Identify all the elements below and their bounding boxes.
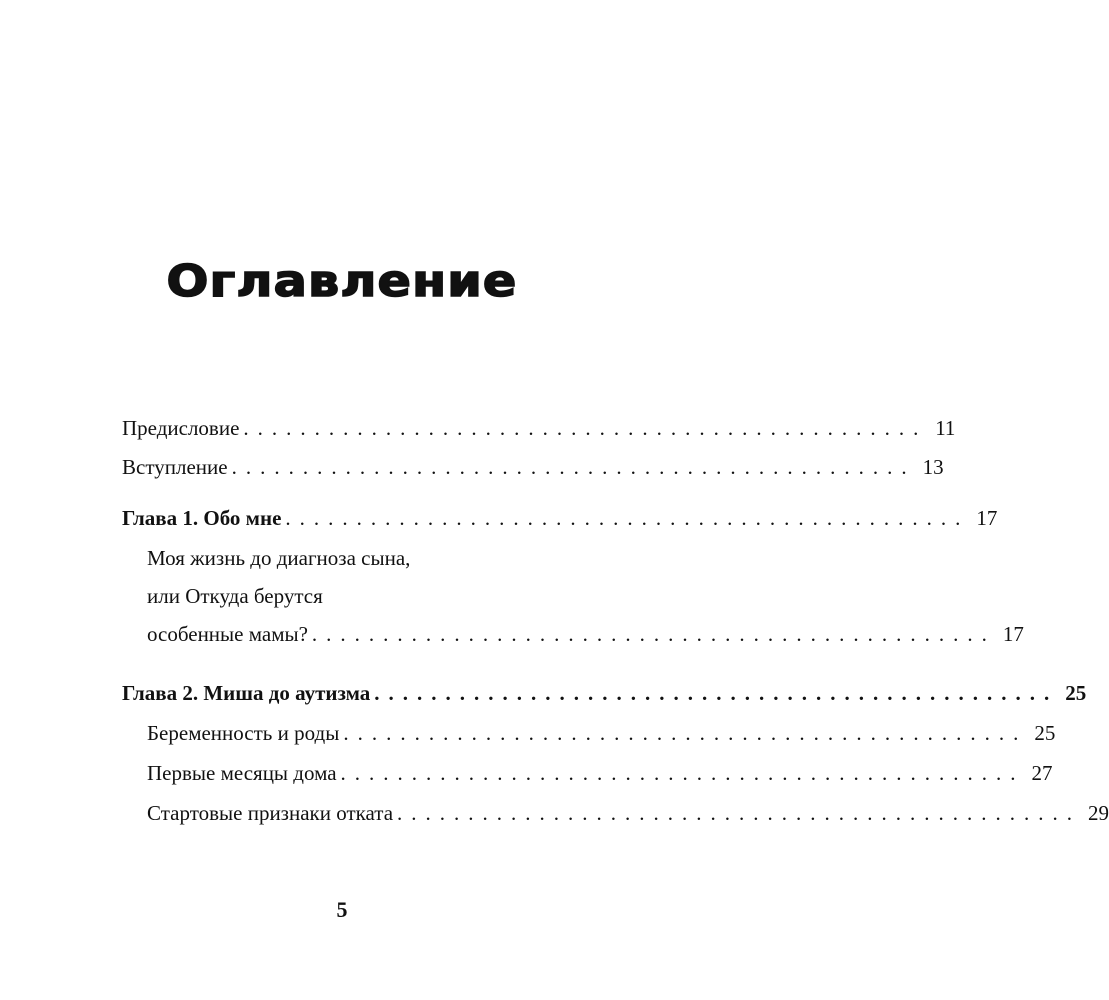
toc-page-number: 11: [935, 416, 956, 440]
dot-leader: ................................................: [243, 416, 928, 440]
toc-entry-preface: [0, 412, 956, 444]
dot-leader: ................................................: [231, 455, 916, 479]
dot-leader: ................................................: [340, 761, 1025, 785]
toc-entry-label: Предисловие: [122, 412, 243, 444]
toc-subentry-regression-signs: [0, 797, 1109, 829]
dot-leader: ................................................: [311, 622, 996, 646]
dot-leader: ................................................: [397, 801, 1082, 825]
dot-leader: ................................................: [343, 721, 1028, 745]
toc-page-number: 27: [1031, 761, 1053, 785]
toc-page-number: 25: [1034, 721, 1056, 745]
toc-entry-chapter-2: [0, 677, 1087, 709]
dot-leader: ................................................: [285, 506, 970, 530]
toc-entry-label: Стартовые признаки отката: [147, 797, 397, 829]
toc-page-number: 25: [1065, 681, 1087, 705]
dot-leader: ................................................: [374, 681, 1059, 705]
page-number: 5: [336, 897, 348, 922]
toc-entry-label: Вступление: [122, 451, 232, 483]
toc-entry-label: Первые месяцы дома: [147, 757, 341, 789]
toc-entry-label: Беременность и роды: [147, 717, 343, 749]
toc-page-number: 13: [922, 455, 944, 479]
toc-page-number: 29: [1088, 801, 1109, 825]
toc-subentry-first-months: [0, 757, 1053, 789]
toc-subentry-special-moms: [0, 618, 1024, 650]
toc-entry-label: особенные мамы?: [147, 618, 312, 650]
toc-page-number: 17: [976, 506, 998, 530]
toc-subentry-pregnancy: [0, 717, 1056, 749]
toc-page-number: 17: [1002, 622, 1024, 646]
page-title: Оглавление: [166, 256, 518, 307]
toc-entry-intro: [0, 451, 944, 483]
toc-entry-chapter-1: [0, 502, 998, 534]
toc-subentry-line: Моя жизнь до диагноза сына,: [147, 546, 411, 570]
toc-entry-label: Глава 2. Миша до аутизма: [122, 677, 374, 709]
toc-subentry-line: или Откуда берутся: [147, 584, 323, 608]
toc-entry-label: Глава 1. Обо мне: [122, 502, 285, 534]
